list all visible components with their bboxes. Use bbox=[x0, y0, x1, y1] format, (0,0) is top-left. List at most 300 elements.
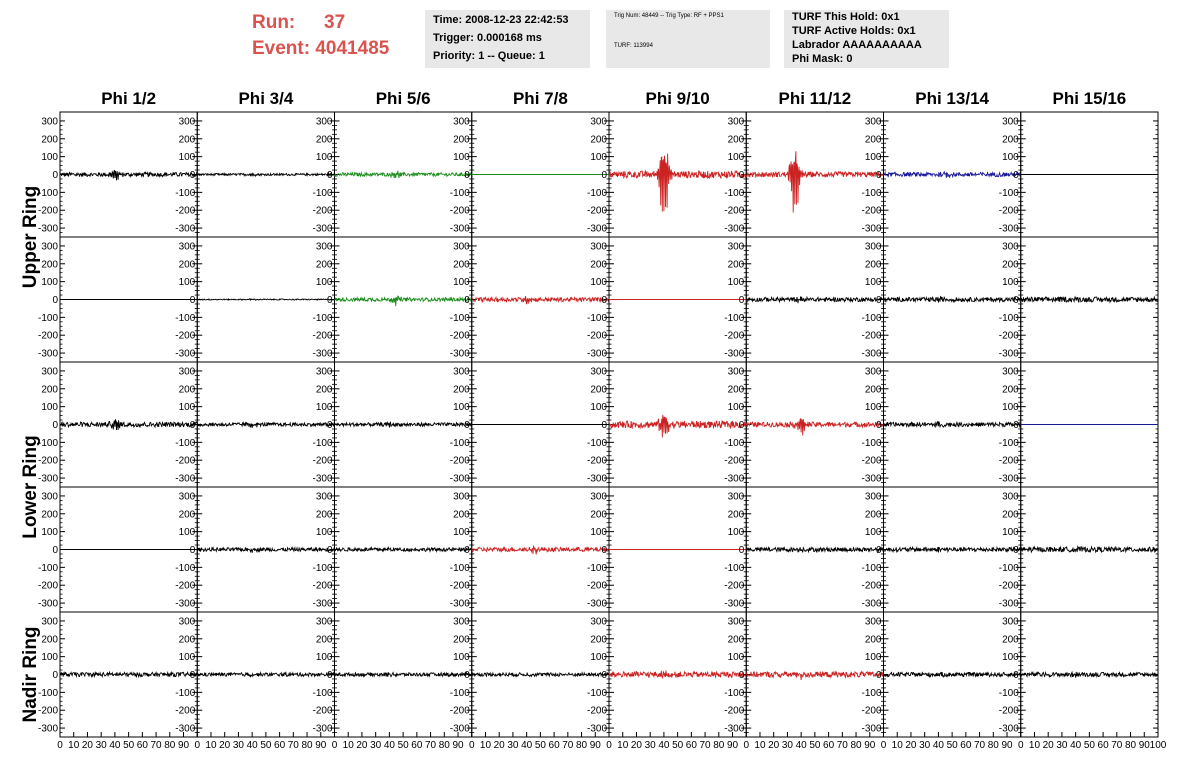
y-tick-label: 300 bbox=[1002, 491, 1019, 503]
y-tick-label: 300 bbox=[590, 616, 607, 628]
y-tick-label: -100 bbox=[586, 187, 607, 199]
y-tick-label: -100 bbox=[37, 687, 58, 699]
y-tick-label: -100 bbox=[312, 687, 333, 699]
y-tick-label: 200 bbox=[178, 134, 196, 146]
y-tick-label: 100 bbox=[1002, 402, 1019, 414]
x-tick-label: 70 bbox=[150, 740, 162, 751]
x-tick-label: 80 bbox=[575, 740, 588, 751]
y-tick-label: 300 bbox=[453, 491, 470, 503]
y-tick-label: 0 bbox=[52, 670, 58, 681]
y-tick-label: -200 bbox=[449, 455, 470, 467]
y-tick-label: 0 bbox=[464, 545, 470, 556]
y-tick-label: -300 bbox=[175, 598, 196, 610]
y-tick-label: 100 bbox=[1002, 152, 1019, 164]
waveform-trace bbox=[884, 422, 1021, 428]
x-tick-label: 0 bbox=[743, 740, 750, 751]
y-tick-label: 0 bbox=[52, 420, 58, 431]
y-tick-label: -300 bbox=[312, 598, 333, 610]
y-tick-label: -300 bbox=[449, 473, 470, 485]
waveform-trace bbox=[335, 672, 472, 677]
x-tick-label: 60 bbox=[823, 740, 835, 751]
y-tick-label: 0 bbox=[464, 295, 470, 306]
y-tick-label: 300 bbox=[41, 241, 58, 253]
y-tick-label: 200 bbox=[727, 509, 745, 521]
y-tick-label: -200 bbox=[998, 580, 1019, 592]
y-tick-label: 100 bbox=[864, 277, 882, 289]
y-tick-label: 300 bbox=[453, 241, 470, 253]
y-tick-label: 0 bbox=[601, 420, 607, 431]
y-tick-label: 300 bbox=[727, 366, 745, 378]
y-tick-label: 200 bbox=[864, 509, 882, 521]
y-tick-label: -100 bbox=[861, 187, 882, 199]
y-tick-label: 100 bbox=[315, 652, 333, 664]
x-tick-label: 80 bbox=[713, 740, 725, 751]
y-tick-label: -300 bbox=[586, 723, 607, 735]
y-tick-label: -300 bbox=[312, 473, 333, 485]
y-tick-label: 300 bbox=[590, 366, 607, 378]
y-tick-label: -200 bbox=[861, 205, 882, 217]
x-tick-label: 20 bbox=[1042, 740, 1054, 751]
y-tick-label: 200 bbox=[453, 259, 470, 271]
x-tick-label: 70 bbox=[836, 740, 848, 751]
y-tick-label: 300 bbox=[315, 366, 333, 378]
x-tick-label: 0 bbox=[606, 740, 612, 751]
y-tick-label: -200 bbox=[175, 580, 196, 592]
y-tick-label: 300 bbox=[315, 616, 333, 628]
x-tick-label: 100 bbox=[1149, 740, 1167, 751]
y-tick-label: -100 bbox=[449, 437, 470, 449]
y-tick-label: 100 bbox=[1002, 652, 1019, 664]
y-tick-label: 300 bbox=[41, 366, 58, 378]
y-tick-label: -300 bbox=[998, 223, 1019, 235]
y-tick-label: 200 bbox=[315, 384, 333, 396]
y-tick-label: -100 bbox=[724, 187, 745, 199]
y-tick-label: 200 bbox=[1002, 634, 1019, 646]
run-label: Run: bbox=[252, 12, 296, 33]
x-tick-label: 10 bbox=[891, 740, 903, 751]
y-tick-label: -100 bbox=[998, 562, 1019, 574]
x-tick-label: 70 bbox=[562, 740, 574, 751]
y-tick-label: -200 bbox=[175, 330, 196, 342]
x-tick-label: 0 bbox=[331, 740, 338, 751]
y-tick-label: 100 bbox=[178, 652, 196, 664]
y-tick-label: -300 bbox=[175, 723, 196, 735]
y-tick-label: 200 bbox=[178, 259, 196, 271]
waveform-trace bbox=[60, 419, 197, 430]
y-tick-label: 0 bbox=[1013, 170, 1019, 181]
x-tick-label: 60 bbox=[411, 740, 423, 751]
y-tick-label: -300 bbox=[37, 723, 58, 735]
y-tick-label: 300 bbox=[864, 491, 882, 503]
x-tick-label: 20 bbox=[219, 740, 231, 751]
y-tick-label: 0 bbox=[738, 670, 745, 681]
x-tick-label: 30 bbox=[1056, 740, 1068, 751]
column-header: Phi 13/14 bbox=[915, 89, 989, 108]
y-tick-label: -300 bbox=[449, 598, 470, 610]
x-tick-label: 10 bbox=[205, 740, 217, 751]
y-tick-label: -200 bbox=[724, 205, 745, 217]
y-tick-label: -100 bbox=[724, 562, 745, 574]
y-tick-label: 100 bbox=[453, 152, 470, 164]
phi-mask-text: Phi Mask: 0 bbox=[792, 53, 853, 65]
x-tick-label: 10 bbox=[1028, 740, 1041, 751]
x-tick-label: 90 bbox=[1138, 740, 1150, 751]
x-tick-label: 60 bbox=[274, 740, 286, 751]
x-tick-label: 50 bbox=[397, 740, 409, 751]
waveform-trace bbox=[1021, 297, 1158, 303]
y-tick-label: -300 bbox=[998, 473, 1019, 485]
x-tick-label: 80 bbox=[987, 740, 999, 751]
y-tick-label: 0 bbox=[1013, 420, 1019, 431]
run-value: 37 bbox=[324, 12, 346, 33]
y-tick-label: 200 bbox=[315, 259, 333, 271]
y-tick-label: -100 bbox=[449, 187, 470, 199]
x-tick-label: 70 bbox=[425, 740, 437, 751]
x-tick-label: 40 bbox=[383, 740, 395, 751]
y-tick-label: -200 bbox=[449, 580, 470, 592]
y-tick-label: 200 bbox=[727, 259, 745, 271]
y-tick-label: -300 bbox=[998, 598, 1019, 610]
y-tick-label: 300 bbox=[727, 491, 745, 503]
x-tick-label: 80 bbox=[438, 740, 450, 751]
y-tick-label: 100 bbox=[315, 527, 333, 539]
y-tick-label: 0 bbox=[601, 295, 607, 306]
y-tick-label: -200 bbox=[312, 205, 333, 217]
y-tick-label: 200 bbox=[178, 509, 196, 521]
y-tick-label: 200 bbox=[178, 634, 196, 646]
y-tick-label: 0 bbox=[738, 295, 745, 306]
y-tick-label: -200 bbox=[37, 205, 58, 217]
y-tick-label: 0 bbox=[738, 170, 745, 181]
y-tick-label: 300 bbox=[727, 241, 745, 253]
y-tick-label: 100 bbox=[864, 152, 882, 164]
y-tick-label: 300 bbox=[1002, 366, 1019, 378]
y-tick-label: 300 bbox=[315, 116, 333, 128]
y-tick-label: 200 bbox=[41, 134, 58, 146]
y-tick-label: -300 bbox=[449, 223, 470, 235]
waveform-trace bbox=[472, 296, 609, 304]
y-tick-label: 0 bbox=[738, 420, 745, 431]
y-tick-label: -300 bbox=[312, 223, 333, 235]
y-tick-label: -300 bbox=[449, 723, 470, 735]
column-header: Phi 11/12 bbox=[778, 89, 852, 108]
x-tick-label: 60 bbox=[1097, 740, 1109, 751]
x-tick-label: 50 bbox=[534, 740, 546, 751]
y-tick-label: -300 bbox=[586, 473, 607, 485]
y-tick-label: 100 bbox=[41, 527, 58, 539]
y-tick-label: -300 bbox=[586, 348, 607, 360]
x-tick-label: 50 bbox=[1083, 740, 1095, 751]
y-tick-label: 100 bbox=[590, 652, 607, 664]
x-tick-label: 90 bbox=[726, 740, 739, 751]
y-tick-label: 200 bbox=[864, 134, 882, 146]
y-tick-label: 300 bbox=[178, 366, 196, 378]
y-tick-label: -100 bbox=[861, 687, 882, 699]
y-tick-label: 300 bbox=[315, 241, 333, 253]
waveform-trace bbox=[197, 673, 334, 677]
y-tick-label: 300 bbox=[453, 116, 470, 128]
waveform-trace bbox=[1021, 547, 1158, 552]
y-tick-label: -300 bbox=[37, 223, 58, 235]
y-tick-label: 100 bbox=[178, 527, 196, 539]
y-tick-label: 0 bbox=[464, 420, 470, 431]
y-tick-label: 100 bbox=[864, 527, 882, 539]
y-tick-label: -300 bbox=[586, 598, 607, 610]
y-tick-label: -300 bbox=[998, 723, 1019, 735]
x-tick-label: 20 bbox=[493, 740, 505, 751]
y-tick-label: -200 bbox=[861, 330, 882, 342]
y-tick-label: -100 bbox=[586, 562, 607, 574]
y-tick-label: 0 bbox=[601, 670, 607, 681]
y-tick-label: -200 bbox=[175, 205, 196, 217]
y-tick-label: -100 bbox=[861, 437, 882, 449]
x-tick-label: 80 bbox=[850, 740, 862, 751]
y-tick-label: 100 bbox=[1002, 527, 1019, 539]
waveform-trace bbox=[472, 546, 609, 554]
y-tick-label: -100 bbox=[724, 437, 745, 449]
y-tick-label: 300 bbox=[1002, 241, 1019, 253]
y-tick-label: 0 bbox=[52, 545, 58, 556]
y-tick-label: -200 bbox=[861, 455, 882, 467]
y-tick-label: 300 bbox=[41, 116, 58, 128]
y-tick-label: 200 bbox=[590, 384, 607, 396]
x-tick-label: 50 bbox=[260, 740, 272, 751]
y-tick-label: -300 bbox=[37, 348, 58, 360]
waveform-trace bbox=[335, 548, 472, 552]
x-tick-label: 40 bbox=[658, 740, 670, 751]
x-tick-label: 10 bbox=[342, 740, 354, 751]
x-tick-label: 90 bbox=[589, 740, 601, 751]
ring-label: Nadir Ring bbox=[20, 626, 41, 723]
y-tick-label: 200 bbox=[590, 509, 607, 521]
waveform-trace bbox=[746, 419, 883, 435]
y-tick-label: -100 bbox=[861, 562, 882, 574]
waveform-trace bbox=[884, 672, 1021, 677]
y-tick-label: 300 bbox=[41, 616, 58, 628]
waveform-trace bbox=[60, 672, 197, 676]
waveform-trace bbox=[884, 547, 1021, 552]
x-tick-label: 50 bbox=[809, 740, 821, 751]
y-tick-label: -200 bbox=[37, 330, 58, 342]
x-tick-label: 90 bbox=[177, 740, 190, 751]
y-tick-label: 200 bbox=[727, 634, 745, 646]
y-tick-label: -100 bbox=[998, 437, 1019, 449]
y-tick-label: 300 bbox=[315, 491, 333, 503]
y-tick-label: -200 bbox=[449, 205, 470, 217]
trigger-text: Trigger: 0.000168 ms bbox=[433, 32, 542, 44]
y-tick-label: 100 bbox=[41, 402, 58, 414]
y-tick-label: 200 bbox=[315, 634, 333, 646]
y-tick-label: 0 bbox=[875, 670, 882, 681]
y-tick-label: -100 bbox=[312, 312, 333, 324]
y-tick-label: -200 bbox=[449, 705, 470, 717]
y-tick-label: 100 bbox=[727, 652, 745, 664]
y-tick-label: 0 bbox=[464, 170, 470, 181]
x-tick-label: 40 bbox=[109, 740, 121, 751]
ring-label: Upper Ring bbox=[20, 185, 41, 289]
y-tick-label: 200 bbox=[1002, 134, 1019, 146]
y-tick-label: 0 bbox=[189, 295, 196, 306]
y-tick-label: -300 bbox=[724, 223, 745, 235]
y-tick-label: 300 bbox=[1002, 116, 1019, 128]
y-tick-label: 0 bbox=[601, 170, 607, 181]
y-tick-label: -200 bbox=[37, 455, 58, 467]
y-tick-label: 100 bbox=[1002, 277, 1019, 289]
y-tick-label: 200 bbox=[453, 509, 470, 521]
column-header: Phi 7/8 bbox=[512, 89, 568, 108]
y-tick-label: -300 bbox=[998, 348, 1019, 360]
x-tick-label: 80 bbox=[164, 740, 176, 751]
x-tick-label: 70 bbox=[974, 740, 986, 751]
event-label: Event: bbox=[252, 38, 311, 59]
y-tick-label: 100 bbox=[453, 652, 470, 664]
y-tick-label: 200 bbox=[178, 384, 196, 396]
x-tick-label: 90 bbox=[452, 740, 464, 751]
y-tick-label: -100 bbox=[449, 687, 470, 699]
x-tick-label: 60 bbox=[960, 740, 972, 751]
y-tick-label: -300 bbox=[312, 723, 333, 735]
y-tick-label: -300 bbox=[861, 598, 882, 610]
x-tick-label: 30 bbox=[781, 740, 793, 751]
y-tick-label: 200 bbox=[453, 384, 470, 396]
y-tick-label: -300 bbox=[175, 348, 196, 360]
x-tick-label: 30 bbox=[919, 740, 931, 751]
waveform-trace bbox=[197, 173, 334, 176]
y-tick-label: 300 bbox=[453, 616, 470, 628]
y-tick-label: -100 bbox=[37, 562, 58, 574]
y-tick-label: 200 bbox=[453, 634, 470, 646]
y-tick-label: 100 bbox=[590, 527, 607, 539]
y-tick-label: 100 bbox=[727, 152, 745, 164]
y-tick-label: -200 bbox=[998, 705, 1019, 717]
y-tick-label: -100 bbox=[998, 187, 1019, 199]
waveform-trace bbox=[884, 172, 1021, 178]
x-tick-label: 40 bbox=[795, 740, 807, 751]
y-tick-label: 100 bbox=[727, 402, 745, 414]
time-text: Time: 2008-12-23 22:42:53 bbox=[433, 14, 569, 26]
x-tick-label: 80 bbox=[301, 740, 313, 751]
y-tick-label: -300 bbox=[586, 223, 607, 235]
y-tick-label: -100 bbox=[724, 687, 745, 699]
y-tick-label: -200 bbox=[724, 330, 745, 342]
y-tick-label: 200 bbox=[41, 259, 58, 271]
waveform-trace bbox=[472, 673, 609, 677]
y-tick-label: -200 bbox=[724, 705, 745, 717]
waveform-trace bbox=[609, 154, 746, 212]
y-tick-label: -200 bbox=[998, 205, 1019, 217]
y-tick-label: -100 bbox=[998, 687, 1019, 699]
y-tick-label: 0 bbox=[875, 420, 882, 431]
y-tick-label: -200 bbox=[449, 330, 470, 342]
y-tick-label: 300 bbox=[178, 116, 196, 128]
column-header: Phi 15/16 bbox=[1052, 89, 1127, 108]
x-tick-label: 20 bbox=[630, 740, 643, 751]
y-tick-label: 100 bbox=[453, 527, 470, 539]
y-tick-label: -300 bbox=[312, 348, 333, 360]
waveform-trace bbox=[197, 423, 334, 428]
x-tick-label: 0 bbox=[57, 740, 63, 751]
y-tick-label: 300 bbox=[864, 116, 882, 128]
y-tick-label: 300 bbox=[727, 616, 745, 628]
y-tick-label: -200 bbox=[175, 455, 196, 467]
y-tick-label: 300 bbox=[178, 241, 196, 253]
waveform-trace bbox=[60, 170, 197, 180]
y-tick-label: 0 bbox=[1013, 295, 1019, 306]
y-tick-label: 0 bbox=[326, 420, 333, 431]
x-tick-label: 70 bbox=[1111, 740, 1123, 751]
y-tick-label: -100 bbox=[175, 187, 196, 199]
y-tick-label: -200 bbox=[586, 330, 607, 342]
y-tick-label: -100 bbox=[861, 312, 882, 324]
y-tick-label: -300 bbox=[861, 473, 882, 485]
y-tick-label: -100 bbox=[175, 312, 196, 324]
labrador-text: Labrador AAAAAAAAAA bbox=[792, 39, 922, 51]
y-tick-label: -100 bbox=[998, 312, 1019, 324]
y-tick-label: 300 bbox=[178, 491, 196, 503]
y-tick-label: 300 bbox=[590, 241, 607, 253]
y-tick-label: 200 bbox=[727, 384, 745, 396]
y-tick-label: -100 bbox=[586, 437, 607, 449]
waveform-trace bbox=[335, 422, 472, 427]
y-tick-label: -100 bbox=[312, 187, 333, 199]
column-header: Phi 5/6 bbox=[375, 89, 431, 108]
y-tick-label: -300 bbox=[724, 723, 745, 735]
y-tick-label: -300 bbox=[175, 223, 196, 235]
y-tick-label: -100 bbox=[312, 437, 333, 449]
x-tick-label: 30 bbox=[370, 740, 382, 751]
y-tick-label: -200 bbox=[998, 330, 1019, 342]
y-tick-label: 0 bbox=[189, 545, 196, 556]
x-tick-label: 10 bbox=[68, 740, 80, 751]
x-tick-label: 20 bbox=[768, 740, 780, 751]
y-tick-label: -100 bbox=[586, 687, 607, 699]
priority-text: Priority: 1 -- Queue: 1 bbox=[433, 50, 545, 62]
x-tick-label: 90 bbox=[315, 740, 327, 751]
x-tick-label: 10 bbox=[617, 740, 629, 751]
x-tick-label: 10 bbox=[479, 740, 492, 751]
y-tick-label: 100 bbox=[41, 152, 58, 164]
y-tick-label: -200 bbox=[586, 455, 607, 467]
turf-active-text: TURF Active Holds: 0x1 bbox=[792, 25, 916, 37]
waveform-trace bbox=[746, 672, 883, 680]
y-tick-label: -200 bbox=[312, 705, 333, 717]
y-tick-label: -100 bbox=[37, 312, 58, 324]
y-tick-label: -300 bbox=[861, 223, 882, 235]
y-tick-label: 0 bbox=[189, 420, 196, 431]
y-tick-label: 300 bbox=[41, 491, 58, 503]
y-tick-label: 200 bbox=[590, 634, 607, 646]
y-tick-label: -100 bbox=[586, 312, 607, 324]
y-tick-label: 100 bbox=[315, 402, 333, 414]
waveform-trace bbox=[197, 548, 334, 553]
x-tick-label: 0 bbox=[1017, 740, 1024, 751]
y-tick-label: -200 bbox=[37, 705, 58, 717]
y-tick-label: -200 bbox=[37, 580, 58, 592]
x-tick-label: 20 bbox=[81, 740, 94, 751]
y-tick-label: -300 bbox=[449, 348, 470, 360]
y-tick-label: 0 bbox=[52, 170, 58, 181]
x-tick-label: 70 bbox=[699, 740, 711, 751]
x-tick-label: 40 bbox=[932, 740, 944, 751]
waveform-trace bbox=[746, 151, 883, 212]
waveform-trace bbox=[884, 297, 1021, 303]
x-tick-label: 30 bbox=[644, 740, 656, 751]
y-tick-label: 0 bbox=[326, 670, 333, 681]
waveform-trace bbox=[335, 296, 472, 306]
x-tick-label: 60 bbox=[136, 740, 148, 751]
y-tick-label: 0 bbox=[601, 545, 607, 556]
y-tick-label: 200 bbox=[1002, 384, 1019, 396]
